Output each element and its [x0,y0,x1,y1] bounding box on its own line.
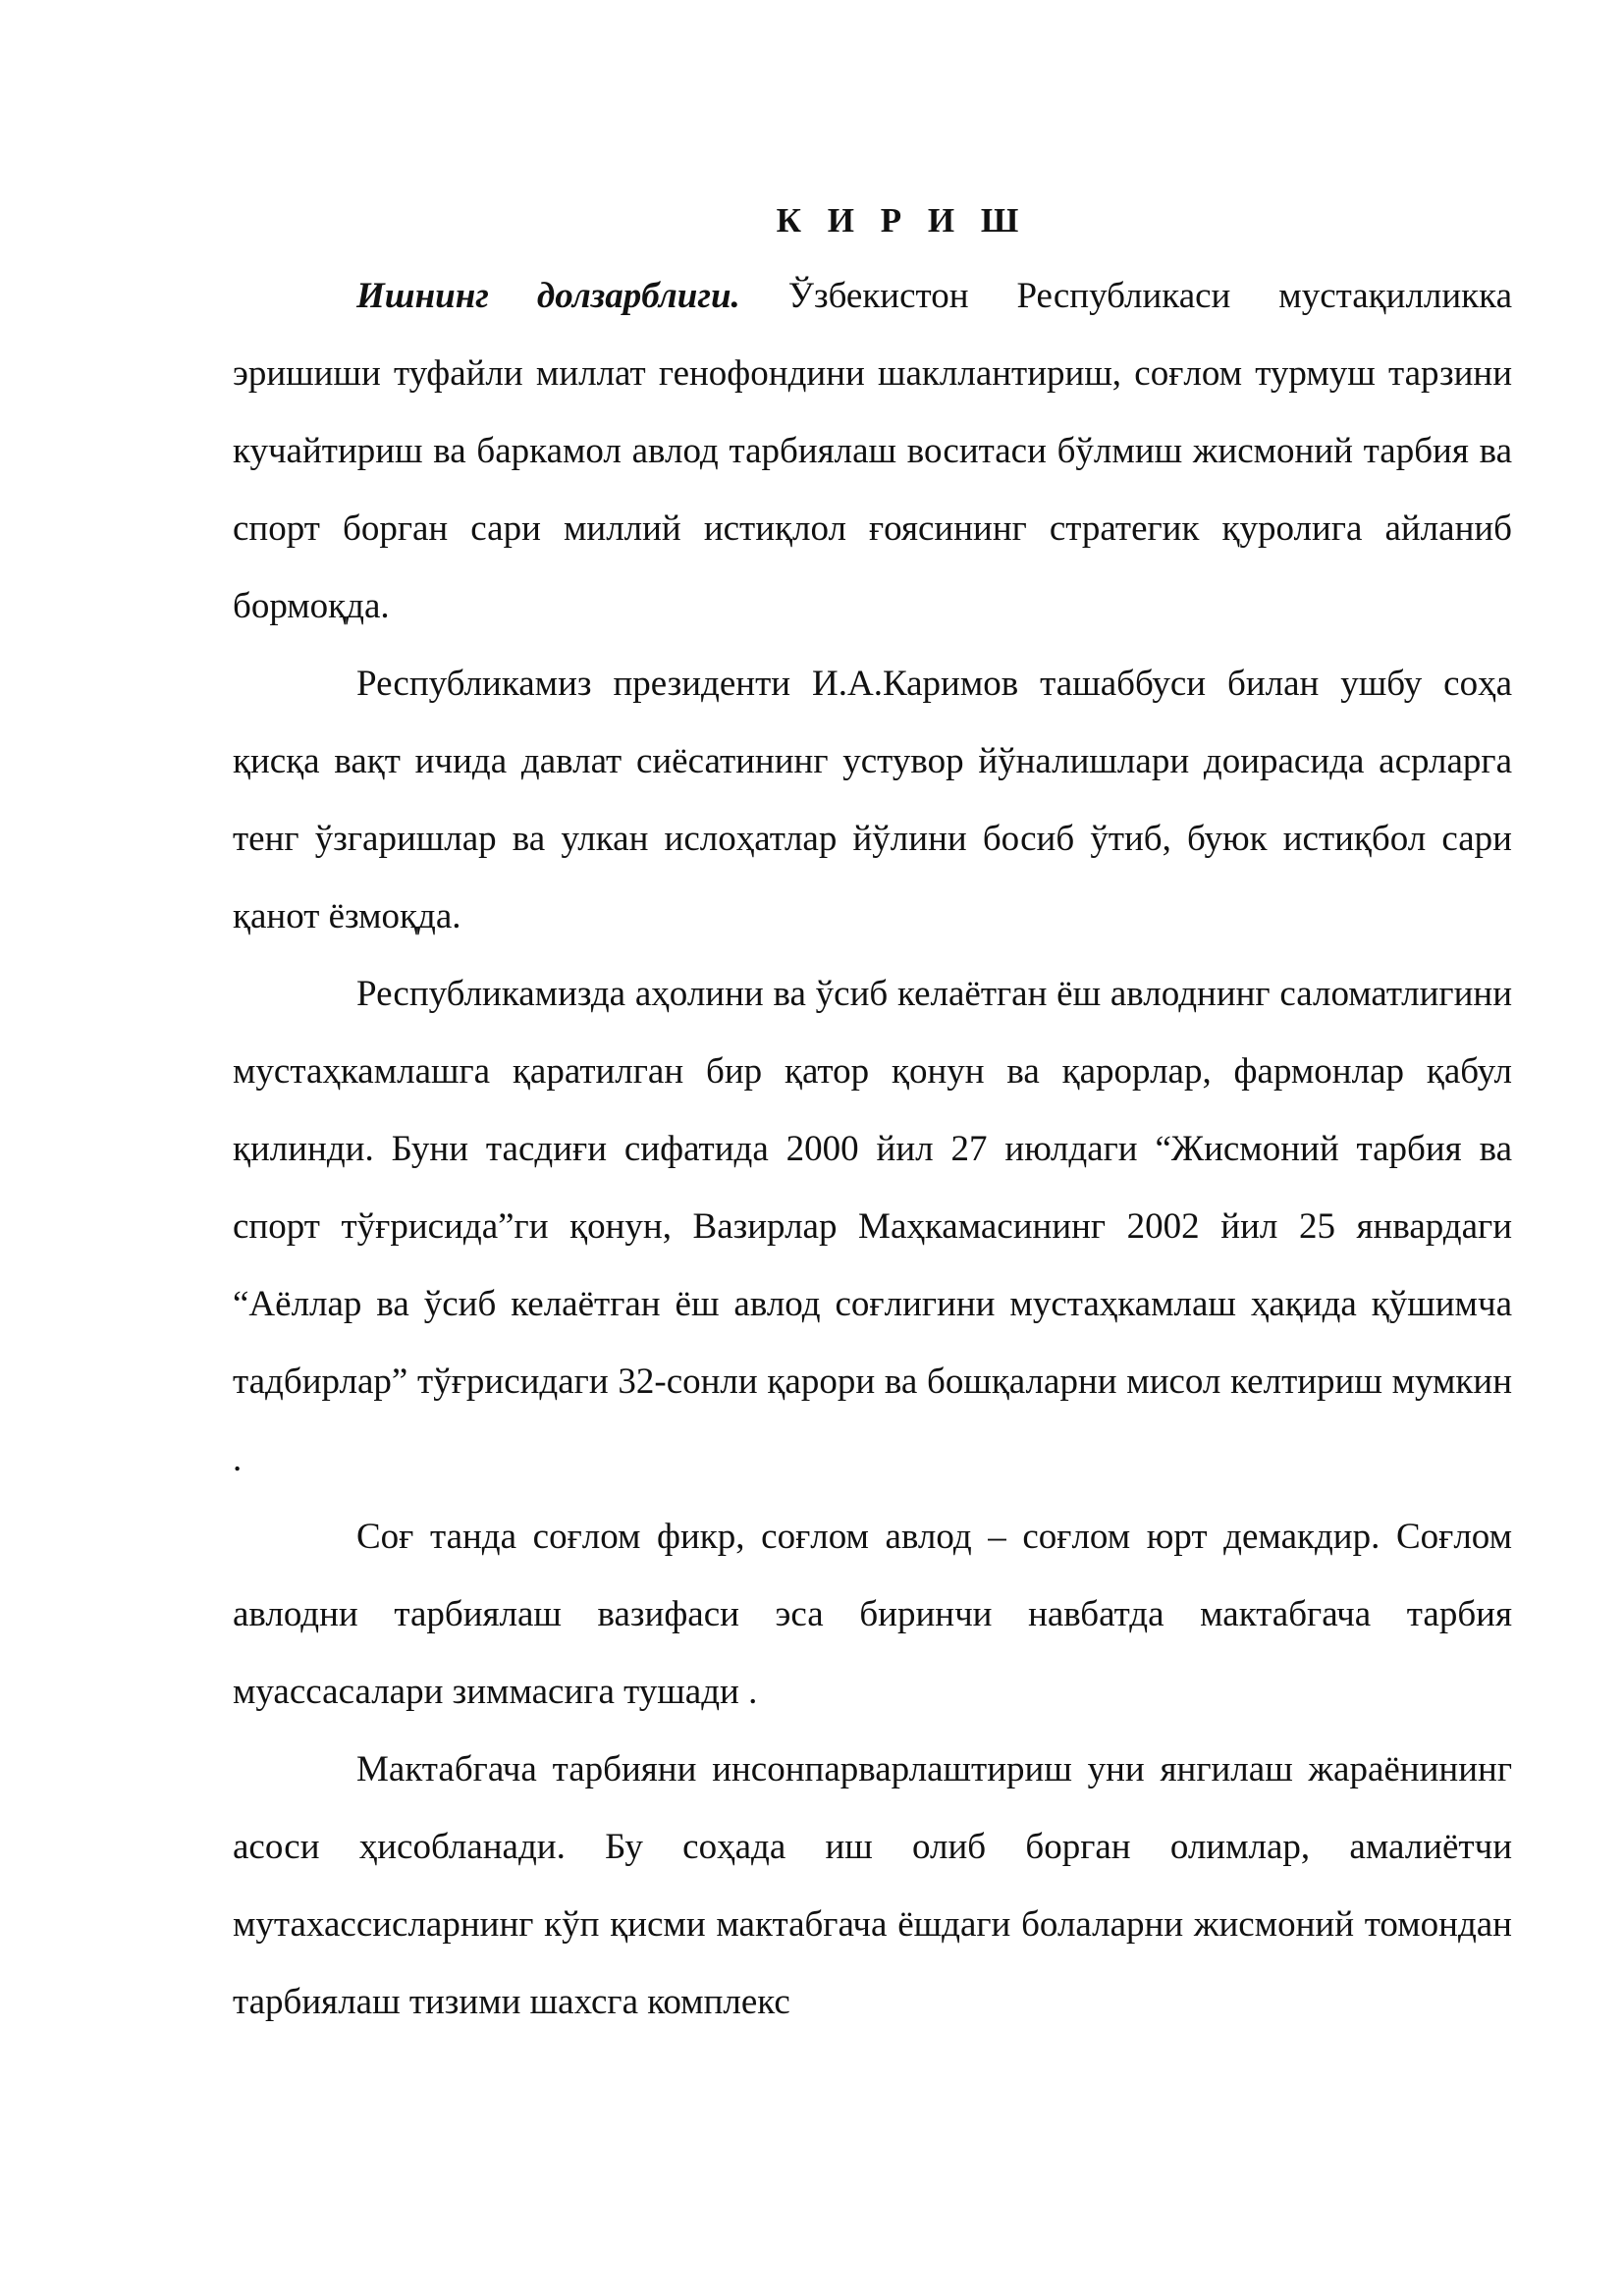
page-title: К И Р И Ш [776,201,1028,240]
paragraph: Мактабгача тарбияни инсонпарварлаштириш уни янгилаш жараёнининг асоси ҳисобланади. Бу соҳада иш олиб борган олимлар, амалиётчи мутахассисларнинг кўп қисми мактабгача ёшдаги болаларни жисмоний томондан тарбиялаш тизими шахсга комплекс [233,1749,1512,2022]
paragraph: Соғ танда соғлом фикр, соғлом авлод – соғлом юрт демакдир. Соғлом авлодни тарбиялаш вазифаси эса биринчи навбатда мактабгача тарбия муассасалари зиммасига тушади . [233,1517,1512,1712]
document-page [233,192,1512,2041]
paragraph: Республикамиз президенти И.А.Каримов ташаббуси билан ушбу соҳа қисқа вақт ичида давлат сиёсатининг устувор йўналишлари доирасида асрларга тенг ўзгаришлар ва улкан ислоҳатлар йўлини босиб ўтиб, буюк истиқбол сари қанот ёзмоқда. [233,664,1512,936]
paragraph-intro [233,257,1512,645]
paragraph-intro-text: Ўзбекистон Республикаси мустақилликка эришиши туфайли миллат генофондини шакллантириш, соғлом турмуш тарзини кучайтириш ва баркамол авлод тарбиялаш воситаси бўлмиш жисмоний тарбия ва спорт борган сари миллий истиқлол ғоясининг стратегик қуролига айланиб бормоқда. [233,276,1512,626]
paragraph-lead: Ишнинг долзарблиги. [356,276,740,316]
paragraph: Республикамизда аҳолини ва ўсиб келаётган ёш авлоднинг саломатлигини мустаҳкамлашга қаратилган бир қатор қонун ва қарорлар, фармонлар қабул қилинди. Буни тасдиғи сифатида 2000 йил 27 июлдаги “Жисмоний тарбия ва спорт тўғрисида”ги қонун, Вазирлар Маҳкамасининг 2002 йил 25 январдаги “Аёллар ва ўсиб келаётган ёш авлод соғлигини мустаҳкамлаш ҳақида қўшимча тадбирлар” тўғрисидаги 32-сонли қарори ва бошқаларни мисол келтириш мумкин . [233,974,1512,1479]
